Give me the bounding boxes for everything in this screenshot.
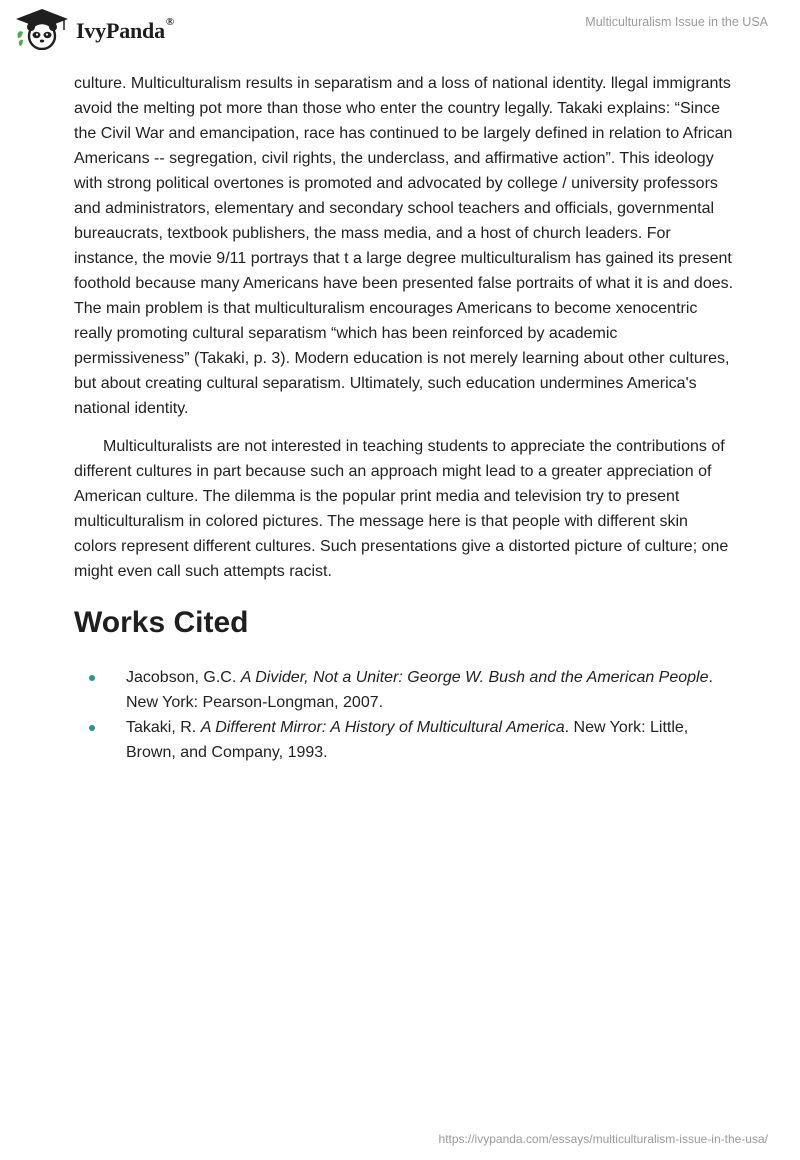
source-url[interactable]: https://ivypanda.com/essays/multiculturalism-issue-in-the-usa/ xyxy=(438,1132,768,1146)
body-paragraph: culture. Multiculturalism results in separatism and a loss of national identity. llegal immigrants avoid the melting pot more than those who enter the country legally. Takaki explains: “Since the Civil War and emancipation, race has continued to be largely defined in relation to African Americans -- segregation, civil rights, the underclass, and affirmative action”. This ideology with strong political overtones is promoted and advocated by college / university professors and administrators, elementary and secondary school teachers and officials, governmental bureaucrats, textbook publishers, the mass media, and a host of church leaders. For instance, the movie 9/11 portrays that t a large degree multiculturalism has gained its present foothold because many Americans have been presented false portraits of what it is and does. The main problem is that multiculturalism encourages Americans to become xenocentric really promoting cultural separatism “which has been reinforced by academic permissiveness” (Takaki, p. 3). Modern education is not merely learning about other cultures, but about creating cultural separatism. Ultimately, such education undermines America's national identity. xyxy=(74,75,734,417)
panda-graduate-icon xyxy=(14,8,70,50)
essay-content xyxy=(74,71,734,765)
citation-publication: . New York: Little, Brown, and Company, 1993. xyxy=(126,719,689,761)
citation-publication: . New York: Pearson-Longman, 2007. xyxy=(126,669,713,711)
works-cited-list xyxy=(74,665,734,765)
brand-name: IvyPanda® xyxy=(76,16,174,43)
citation-item xyxy=(74,665,734,715)
page-header xyxy=(0,0,800,60)
bullet-icon xyxy=(89,675,95,681)
citation-author: Takaki, R. xyxy=(126,719,201,736)
citation-title: A Divider, Not a Uniter: George W. Bush and the American People xyxy=(240,669,709,686)
body-paragraph: Multiculturalists are not interested in teaching students to appreciate the contributions of different cultures in part because such an approach might lead to a greater appreciation of American culture. The dilemma is the popular print media and television try to present multiculturalism in colored pictures. The message here is that people with different skin colors represent different cultures. Such presentations give a distorted picture of culture; one might even call such attempts racist. xyxy=(74,438,729,580)
citation-author: Jacobson, G.C. xyxy=(126,669,241,686)
citation-item xyxy=(74,715,734,765)
citation-title: A Different Mirror: A History of Multicultural America xyxy=(200,719,565,736)
works-cited-heading: Works Cited xyxy=(74,606,249,639)
ivypanda-logo[interactable] xyxy=(14,8,174,50)
document-title: Multiculturalism Issue in the USA xyxy=(585,15,768,29)
bullet-icon xyxy=(89,725,95,731)
